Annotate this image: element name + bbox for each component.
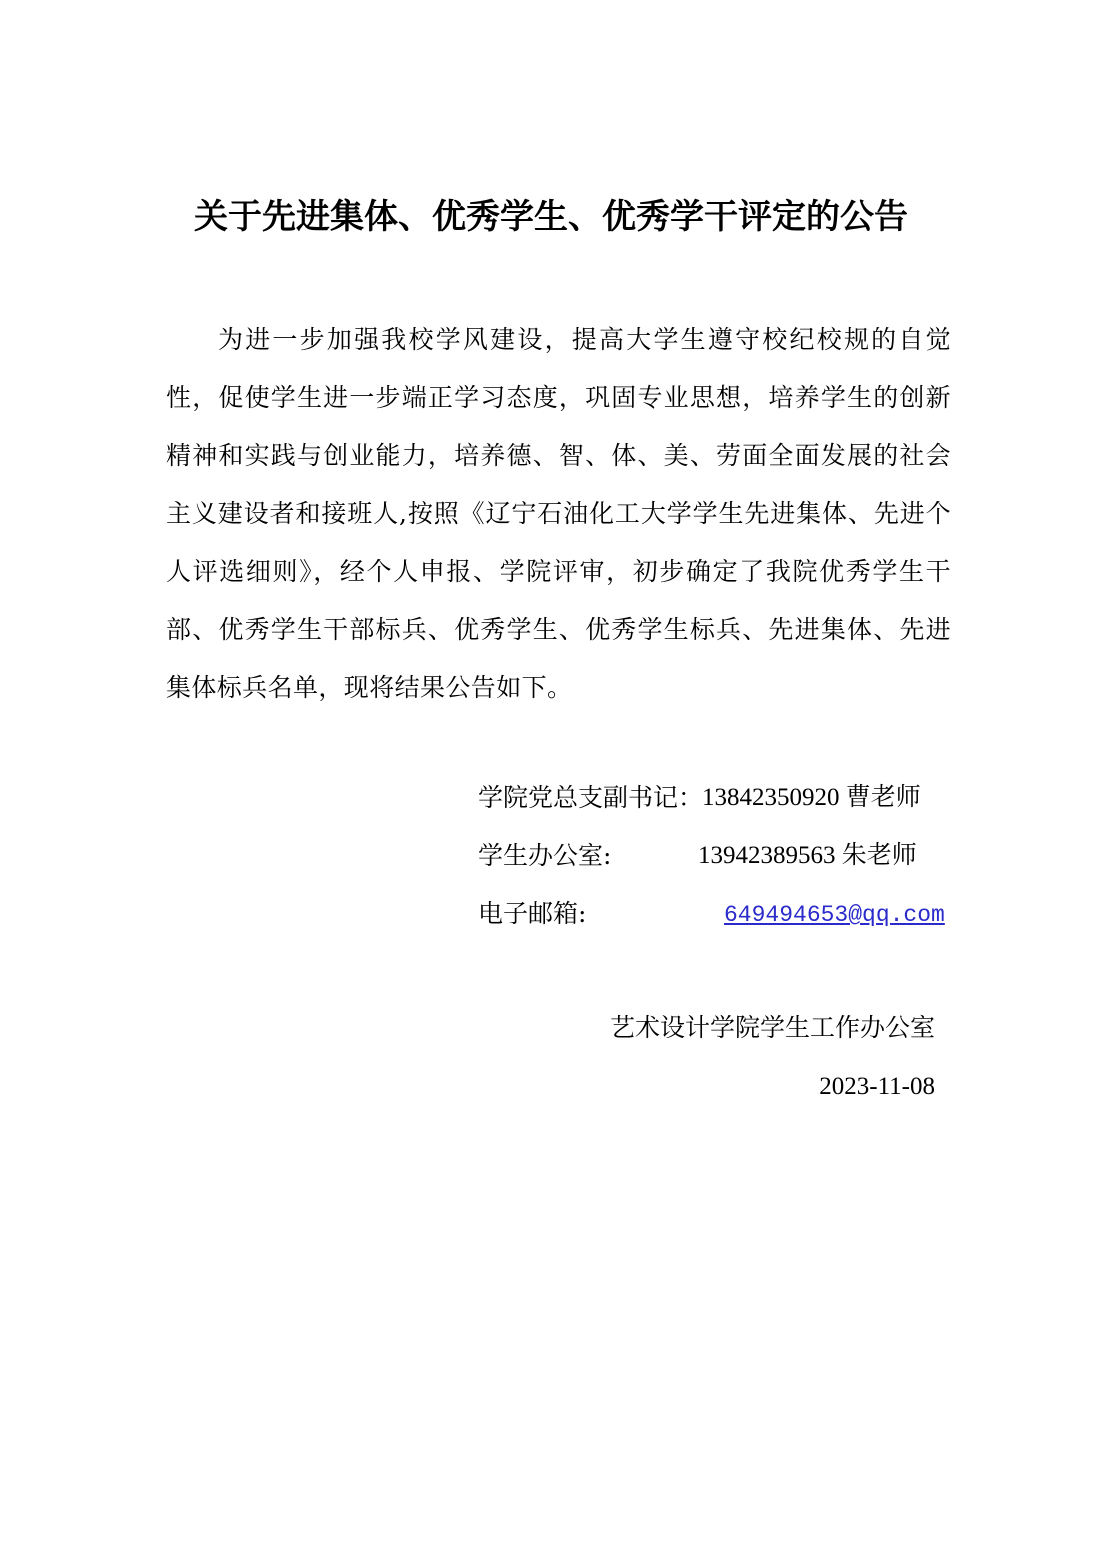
document-title: 关于先进集体、优秀学生、优秀学干评定的公告: [194, 197, 908, 237]
contact-label-email: 电子邮箱:: [478, 899, 587, 928]
contact-value-office: 13942389563 朱老师: [698, 842, 917, 869]
issue-date: 2023-11-08: [819, 1073, 935, 1100]
issuer-signature: 艺术设计学院学生工作办公室: [609, 1013, 935, 1042]
contact-label-secretary: 学院党总支副书记：: [478, 783, 704, 812]
contact-row-secretary: [478, 778, 938, 818]
contact-value-secretary: 13842350920 曹老师: [702, 784, 921, 811]
announcement-body: 为进一步加强我校学风建设，提高大学生遵守校纪校规的自觉性，促使学生进一步端正学习态度，巩固专业思想，培养学生的创新精神和实践与创业能力，培养德、智、体、美、劳面全面发展的社会主义建设者和接班人,按照《辽宁石油化工大学学生先进集体、先进个人评选细则》，经个人申报、学院评审，初步确定了我院优秀学生干部、优秀学生干部标兵、优秀学生、优秀学生标兵、先进集体、先进集体标兵名单，现将结果公告如下。: [166, 325, 951, 702]
contact-row-email: [478, 894, 945, 934]
email-link[interactable]: 649494653@qq.com: [724, 902, 945, 928]
contact-label-office: 学生办公室:: [478, 841, 612, 870]
contact-value-email: [724, 894, 945, 935]
contact-row-office: [478, 836, 938, 876]
